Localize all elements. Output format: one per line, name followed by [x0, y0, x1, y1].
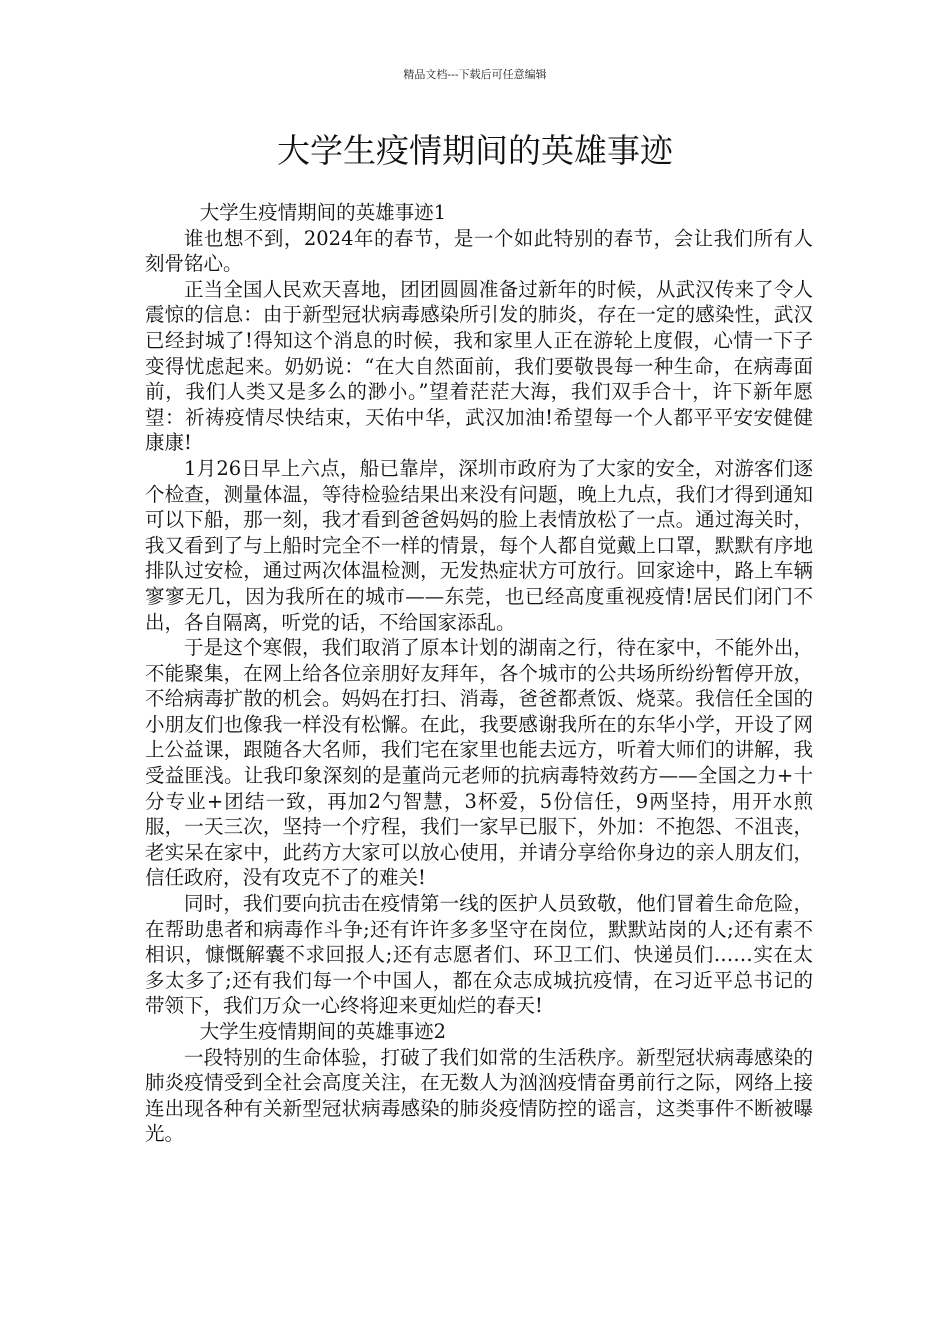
paragraph: 同时，我们要向抗击在疫情第一线的医护人员致敬，他们冒着生命危险，在帮助患者和病毒作斗争;还有许许多多坚守在岗位，默默站岗的人;还有素不相识，慷慨解囊不求回报人;还有志愿者们、环卫工们、快递员们……实在太多太多了;还有我们每一个中国人，都在众志成城抗疫情，在习近平总书记的带领下，我们万众一心终将迎来更灿烂的春天!: [145, 892, 813, 1018]
document-title: 大学生疫情期间的英雄事迹: [277, 131, 673, 170]
paragraph: 谁也想不到，2024年的春节，是一个如此特别的春节，会让我们所有人刻骨铭心。: [145, 226, 813, 276]
paragraph: 于是这个寒假，我们取消了原本计划的湖南之行，待在家中，不能外出，不能聚集，在网上给各位亲朋好友拜年，各个城市的公共场所纷纷暂停开放，不给病毒扩散的机会。妈妈在打扫、消毒，爸爸都煮饭、烧菜。我信任全国的小朋友们也像我一样没有松懈。在此，我要感谢我所在的东华小学，开设了网上公益课，跟随各大名师，我们宅在家里也能去远方，听着大师们的讲解，我受益匪浅。让我印象深刻的是董尚元老师的抗病毒特效药方——全国之力+十分专业+团结一致，再加2勺智慧，3杯爱，5份信任，9两坚持，用开水煎服，一天三次，坚持一个疗程，我们一家早已服下，外加：不抱怨、不沮丧，老实呆在家中，此药方大家可以放心使用，并请分享给你身边的亲人朋友们，信任政府，没有攻克不了的难关!: [145, 636, 813, 890]
paragraph: 1月26日早上六点，船已靠岸，深圳市政府为了大家的安全，对游客们逐个检查，测量体温，等待检验结果出来没有问题，晚上九点，我们才得到通知可以下船，那一刻，我才看到爸爸妈妈的脸上表情放松了一点。通过海关时，我又看到了与上船时完全不一样的情景，每个人都自觉戴上口罩，默默有序地排队过安检，通过两次体温检测，无发热症状方可放行。回家途中，路上车辆寥寥无几，因为我所在的城市——东莞，也已经高度重视疫情!居民们闭门不出，各自隔离，听党的话，不给国家添乱。: [145, 456, 813, 634]
section-heading-1: 大学生疫情期间的英雄事迹1: [199, 201, 447, 224]
page-header: 精品文档---下载后可任意编辑: [403, 68, 547, 81]
section-heading-2: 大学生疫情期间的英雄事迹2: [199, 1020, 447, 1043]
paragraph: 正当全国人民欢天喜地，团团圆圆准备过新年的时候，从武汉传来了令人震惊的信息：由于新型冠状病毒感染所引发的肺炎，存在一定的感染性，武汉已经封城了!得知这个消息的时候，我和家里人正在游轮上度假，心情一下子变得忧虑起来。奶奶说：“在大自然面前，我们要敬畏每一种生命，在病毒面前，我们人类又是多么的渺小。”望着茫茫大海，我们双手合十，许下新年愿望：祈祷疫情尽快结束，天佑中华，武汉加油!希望每一个人都平平安安健健康康!: [145, 277, 813, 455]
paragraph: 一段特别的生命体验，打破了我们如常的生活秩序。新型冠状病毒感染的肺炎疫情受到全社会高度关注，在无数人为汹汹疫情奋勇前行之际，网络上接连出现各种有关新型冠状病毒感染的肺炎疫情防控的谣言，这类事件不断被曝光。: [145, 1045, 813, 1146]
document-body: [145, 200, 813, 1147]
